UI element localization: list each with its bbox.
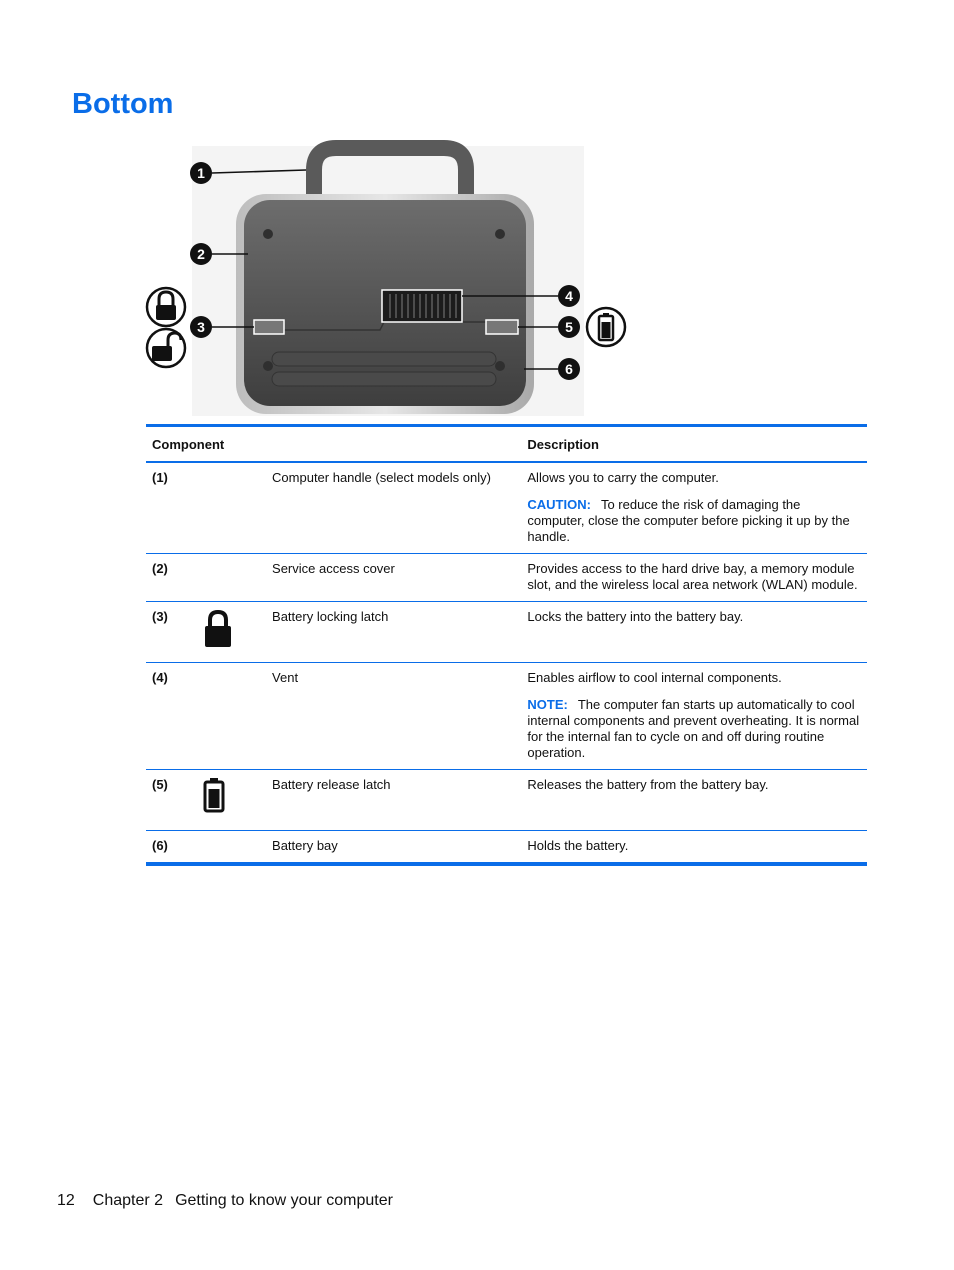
chapter-title: Getting to know your computer xyxy=(175,1192,393,1209)
computer-bottom-illustration xyxy=(144,140,634,420)
component-number: (3) xyxy=(146,602,189,663)
callout-2 xyxy=(190,243,212,265)
callout-6-label: 6 xyxy=(565,361,573,377)
description-text: Enables airflow to cool internal components. xyxy=(527,670,782,685)
callout-3 xyxy=(190,316,212,338)
caution-label: CAUTION: xyxy=(527,497,591,512)
table-row xyxy=(146,602,867,663)
lock-open-icon xyxy=(147,329,185,367)
description-column-header: Description xyxy=(521,426,867,463)
table-row xyxy=(146,554,867,602)
component-name: Computer handle (select models only) xyxy=(272,470,491,485)
component-name: Battery locking latch xyxy=(266,602,521,663)
computer-bottom-figure xyxy=(144,140,634,420)
battery-icon xyxy=(203,777,225,813)
component-name: Battery release latch xyxy=(266,770,521,831)
component-description xyxy=(521,770,867,831)
component-table xyxy=(146,424,867,866)
table-header-row xyxy=(146,426,867,463)
page-number: 12 xyxy=(57,1192,75,1209)
callout-5-label: 5 xyxy=(565,319,573,335)
component-number: (5) xyxy=(146,770,189,831)
callout-5 xyxy=(558,316,580,338)
component-icon-cell xyxy=(189,663,266,770)
component-number: (1) xyxy=(152,470,168,485)
callout-1 xyxy=(190,162,212,184)
screw xyxy=(263,229,273,239)
page-title: Bottom xyxy=(72,88,174,120)
component-name: Battery bay xyxy=(266,831,521,865)
component-description xyxy=(521,663,867,770)
table-row xyxy=(146,831,867,865)
component-icon-cell xyxy=(189,554,266,602)
callout-6 xyxy=(558,358,580,380)
caution-note xyxy=(527,497,861,545)
battery-bay-ridge xyxy=(272,352,496,366)
callout-4 xyxy=(558,285,580,307)
description-text: Locks the battery into the battery bay. xyxy=(527,609,744,624)
callout-3-label: 3 xyxy=(197,319,205,335)
lock-closed-icon xyxy=(147,288,185,326)
callout-4-label: 4 xyxy=(565,288,573,304)
screw xyxy=(495,361,505,371)
callout-1-label: 1 xyxy=(197,165,205,181)
component-column-header: Component xyxy=(146,426,521,463)
component-icon-cell xyxy=(189,831,266,865)
battery-icon xyxy=(587,308,625,346)
note-text: The computer fan starts up automatically to cool internal components and prevent overheating. It is normal for the internal fan to cycle on and off during routine operation. xyxy=(527,697,860,760)
screw xyxy=(495,229,505,239)
component-icon-cell xyxy=(189,770,266,831)
callout-2-label: 2 xyxy=(197,246,205,262)
component-number: (6) xyxy=(146,831,189,865)
description-text: Allows you to carry the computer. xyxy=(527,470,719,485)
battery-bay-ridge xyxy=(272,372,496,386)
component-number: (2) xyxy=(146,554,189,602)
component-description xyxy=(521,462,867,554)
component-number: (4) xyxy=(146,663,189,770)
chapter-label: Chapter 2 xyxy=(92,1192,164,1209)
component-name: Service access cover xyxy=(266,554,521,602)
component-icon-cell xyxy=(189,462,266,554)
note-label: NOTE: xyxy=(527,697,568,712)
caution-text: To reduce the risk of damaging the computer, close the computer before picking it up by the handle. xyxy=(527,497,850,544)
component-description xyxy=(521,554,867,602)
description-text: Provides access to the hard drive bay, a memory module slot, and the wireless local area network (WLAN) module. xyxy=(527,561,858,592)
table-row xyxy=(146,770,867,831)
battery-release-latch-shape xyxy=(486,320,518,334)
lock-closed-icon xyxy=(203,609,233,649)
page-footer xyxy=(57,1192,393,1210)
description-text: Releases the battery from the battery bay. xyxy=(527,777,769,792)
component-icon-cell xyxy=(189,602,266,663)
component-description xyxy=(521,602,867,663)
component-name: Vent xyxy=(266,663,521,770)
component-description xyxy=(521,831,867,865)
table-row xyxy=(146,663,867,770)
table-row xyxy=(146,462,867,554)
screw xyxy=(263,361,273,371)
note xyxy=(527,697,861,761)
battery-locking-latch-shape xyxy=(254,320,284,334)
description-text: Holds the battery. xyxy=(527,838,629,853)
